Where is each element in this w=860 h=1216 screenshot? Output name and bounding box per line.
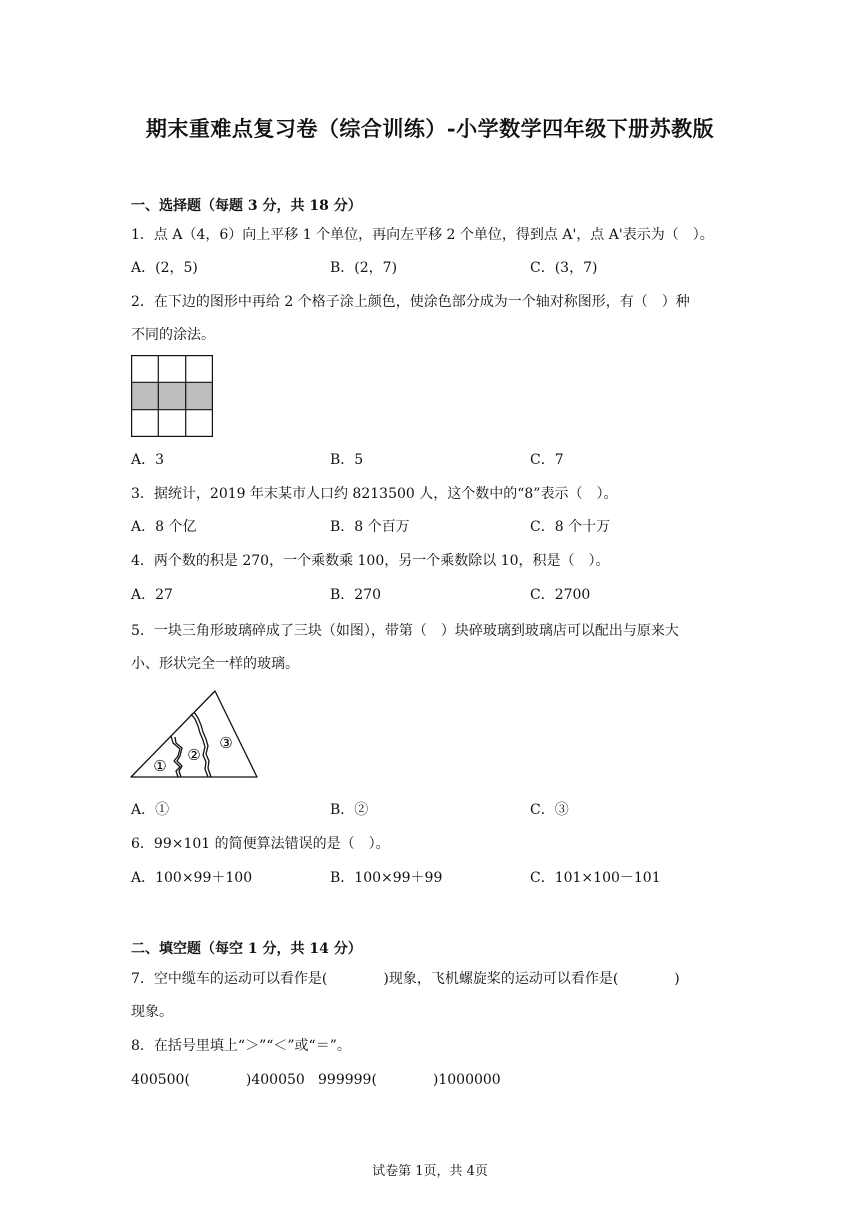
q5-option-c: C．③ bbox=[530, 802, 569, 818]
q3-option-a: A．8 个亿 bbox=[131, 519, 197, 535]
question-3-stem: 3．据统计，2019 年末某市人口约 8213500 人，这个数中的“8”表示（ ）。 bbox=[131, 486, 618, 502]
page-title: 期末重难点复习卷（综合训练）-小学数学四年级下册苏教版 bbox=[145, 116, 715, 141]
question-2-stem-line2: 不同的涂法。 bbox=[131, 327, 215, 343]
q6-option-a: A．100×99＋100 bbox=[131, 870, 253, 886]
q3-option-c: C．8 个十万 bbox=[530, 519, 611, 535]
question-8-item-2: 999999( )1000000 bbox=[318, 1072, 501, 1088]
piece-label-2: ② bbox=[187, 746, 201, 764]
q1-option-a: A．(2，5) bbox=[131, 260, 198, 276]
question-5-stem-line1: 5．一块三角形玻璃碎成了三块（如图），带第（ ）块碎玻璃到玻璃店可以配出与原来大 bbox=[131, 623, 679, 639]
grid-figure bbox=[131, 355, 213, 437]
q6-option-c: C．101×100－101 bbox=[530, 870, 661, 886]
q2-option-c: C．7 bbox=[530, 452, 564, 468]
q2-option-b: B．5 bbox=[330, 452, 364, 468]
section-heading-fill: 二、填空题（每空 1 分，共 14 分） bbox=[131, 941, 362, 957]
q2-option-a: A．3 bbox=[131, 452, 165, 468]
question-8-stem: 8．在括号里填上“＞”“＜”或“＝”。 bbox=[131, 1038, 351, 1054]
question-1-stem: 1．点 A（4，6）向上平移 1 个单位，再向左平移 2 个单位，得到点 A'，点 A'表示为（ ）。 bbox=[131, 227, 714, 243]
question-8-item-1: 400500( )400050 bbox=[131, 1072, 305, 1088]
piece-label-1: ① bbox=[153, 757, 167, 775]
q1-option-b: B．(2，7) bbox=[330, 260, 398, 276]
section-heading-choice: 一、选择题（每题 3 分，共 18 分） bbox=[131, 198, 362, 214]
question-6-stem: 6．99×101 的简便算法错误的是（ ）。 bbox=[131, 836, 390, 852]
question-2-stem-line1: 2．在下边的图形中再给 2 个格子涂上颜色，使涂色部分成为一个轴对称图形，有（ ）种 bbox=[131, 294, 690, 310]
question-5-stem-line2: 小、形状完全一样的玻璃。 bbox=[131, 656, 299, 672]
page-footer: 试卷第 1页，共 4页 bbox=[372, 1164, 488, 1179]
piece-label-3: ③ bbox=[219, 734, 233, 752]
q3-option-b: B．8 个百万 bbox=[330, 519, 410, 535]
question-7-stem-line2: 现象。 bbox=[131, 1004, 173, 1020]
q1-option-c: C．(3，7) bbox=[530, 260, 598, 276]
question-7-stem-line1: 7．空中缆车的运动可以看作是( )现象，飞机螺旋桨的运动可以看作是( ) bbox=[131, 971, 680, 987]
q5-option-b: B．② bbox=[330, 802, 369, 818]
q4-option-a: A．27 bbox=[131, 587, 173, 603]
broken-triangle-figure bbox=[128, 688, 260, 782]
q4-option-c: C．2700 bbox=[530, 587, 591, 603]
question-4-stem: 4．两个数的积是 270，一个乘数乘 100，另一个乘数除以 10，积是（ ）。 bbox=[131, 553, 610, 569]
q6-option-b: B．100×99＋99 bbox=[330, 870, 443, 886]
q5-option-a: A．① bbox=[131, 802, 170, 818]
q4-option-b: B．270 bbox=[330, 587, 382, 603]
